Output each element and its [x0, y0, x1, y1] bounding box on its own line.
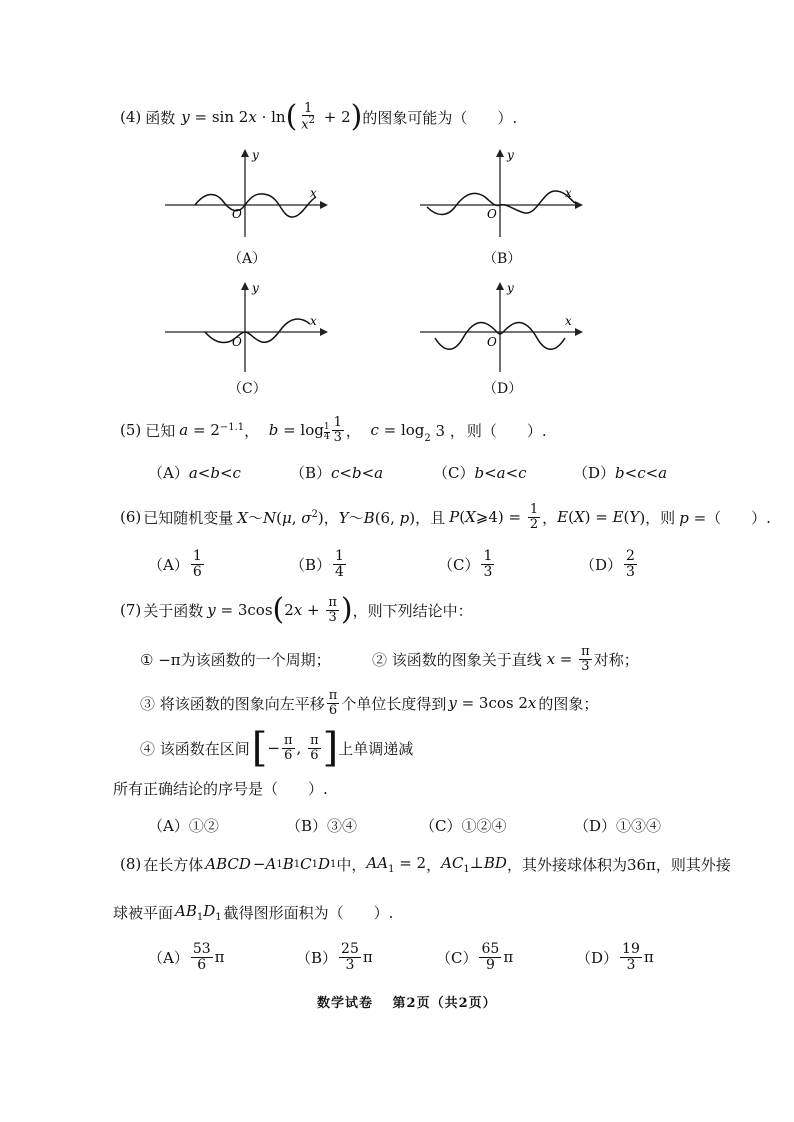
- q7-ask: 所有正确结论的序号是（ ）.: [113, 780, 328, 798]
- graph-d-caption: （D）: [483, 381, 523, 397]
- q8-option-b[interactable]: （B） $\frac{25}{3}$ π: [296, 940, 373, 973]
- q4-number: (4): [120, 108, 142, 126]
- graph-b-caption: （B）: [483, 251, 522, 267]
- q7-option-c[interactable]: （C）①②④: [420, 817, 507, 835]
- q7-formula: y = 3cos ( 2 x + $\frac{\pi}{3}$ ): [207, 592, 353, 627]
- q7-statements-row1: [140, 640, 720, 678]
- q8-options: [148, 935, 708, 979]
- q6-options: [148, 542, 708, 586]
- q6-formula-1: X～N(μ, $\sigma^2$)，Y～B(6, p)，: [237, 508, 431, 527]
- q7-options: [148, 815, 708, 837]
- q6-text-a: 已知随机变量: [143, 508, 234, 527]
- q7-option-b[interactable]: （B）③④: [286, 817, 358, 835]
- q8-option-a[interactable]: （A） $\frac{53}{6}$ π: [148, 940, 225, 973]
- graph-a-y-label: y: [252, 148, 259, 162]
- q5-option-a[interactable]: （A）a<b<c: [148, 464, 241, 482]
- q7-text-b: ，则下列结论中：: [352, 601, 473, 620]
- q6-stem: [120, 498, 771, 536]
- q5-number: (5): [120, 421, 142, 439]
- graph-c-curve: [205, 319, 310, 342]
- graph-c-origin: O: [232, 335, 242, 349]
- page-footer: 数学试卷 第2页（共2页）: [317, 996, 497, 1011]
- graph-b-origin: O: [487, 207, 497, 221]
- q8-line-1: (8) 在长方体 ABCD − A 1 B 1 C 1 D 1 中， $AA_1 = 2$ ， $AC_1\perp BD$ ，其外接球体积为36π，则其外接: [120, 853, 731, 875]
- q6-number: (6): [120, 508, 142, 526]
- q7-statement-3: ③ 将该函数的图象向左平移 $\frac{\pi}{6}$ 个单位长度得到 y = 3cos 2x 的图象；: [140, 687, 599, 718]
- q6-text-b: 且: [430, 508, 446, 527]
- q7-statement-4: ④ 该函数在区间 [ − $\frac{\pi}{6}$ , $\frac{\pi}{6}$ ] 上单调递减: [140, 725, 414, 771]
- q8-line-2: 球被平面 $AB_1D_1$ 截得图形面积为（ ）.: [113, 901, 394, 923]
- graph-d-svg: [415, 280, 590, 375]
- q7-option-d[interactable]: （D）①③④: [574, 817, 662, 835]
- q7-statement-2: ② 该函数的图象关于直线 x = $\frac{\pi}{3}$ 对称；: [372, 643, 639, 674]
- graph-a: [160, 145, 335, 240]
- q7-option-a[interactable]: （A）①②: [148, 817, 219, 835]
- q5-option-b[interactable]: （B）c<b<a: [290, 464, 384, 482]
- q5-option-c[interactable]: （C）b<a<c: [433, 464, 527, 482]
- graph-c-svg: [160, 280, 335, 375]
- q4-stem: [120, 100, 517, 134]
- graph-b-curve: [427, 191, 575, 215]
- graph-c-y-label: y: [252, 281, 259, 295]
- q7-statement-1: ① −π为该函数的一个周期；: [140, 650, 331, 669]
- q4-text-a: 函数: [145, 108, 176, 127]
- graph-a-svg: [160, 145, 335, 240]
- q7-number: (7): [120, 601, 142, 619]
- q5-formula: a = 2 −1.1 ， b = log 1 4 $\frac{1}{3}$ ， c = log $_2$ 3 ，: [179, 414, 465, 445]
- q6-option-b[interactable]: （B） $\frac{1}{4}$: [290, 547, 344, 580]
- graph-c-caption: （C）: [228, 381, 267, 397]
- graph-d: [415, 280, 590, 375]
- graph-d-x-label: x: [565, 314, 572, 328]
- graph-a-caption: （A）: [228, 251, 267, 267]
- q5-stem: [120, 410, 547, 450]
- q7-text-a: 关于函数: [143, 601, 204, 620]
- graph-a-x-label: x: [310, 186, 317, 200]
- q8-option-c[interactable]: （C） $\frac{65}{9}$ π: [436, 940, 514, 973]
- graph-d-y-label: y: [507, 281, 514, 295]
- q6-option-a[interactable]: （A） $\frac{1}{6}$: [148, 547, 202, 580]
- q6-option-d[interactable]: （D） $\frac{2}{3}$: [580, 547, 635, 580]
- q5-options: [148, 462, 708, 484]
- q6-option-c[interactable]: （C） $\frac{1}{3}$: [438, 547, 493, 580]
- graph-c-x-label: x: [310, 314, 317, 328]
- graph-b: [415, 145, 590, 240]
- graph-d-origin: O: [487, 335, 497, 349]
- graph-c: [160, 280, 335, 375]
- graph-b-y-label: y: [507, 148, 514, 162]
- graph-b-svg: [415, 145, 590, 240]
- graph-a-origin: O: [232, 207, 242, 221]
- q5-text-a: 已知: [145, 421, 176, 440]
- q7-stem: [120, 588, 473, 632]
- q5-option-d[interactable]: （D）b<c<a: [573, 464, 668, 482]
- q6-formula-3: p =（ ）.: [679, 508, 771, 527]
- q4-text-b: 的图象可能为（ ）.: [362, 108, 518, 127]
- q6-text-c: 则: [660, 508, 676, 527]
- q4-formula: y = sin 2 x · ln ( $\frac{1}{x^2}$ + 2 ): [181, 98, 363, 134]
- q6-formula-2: P ( X ⩾4) = $\frac{1}{2}$ ， E ( X ) = E ( Y )，: [449, 501, 661, 532]
- q8-number: (8): [120, 855, 142, 873]
- graph-b-x-label: x: [565, 186, 572, 200]
- q5-text-b: 则（ ）.: [466, 421, 547, 440]
- q8-option-d[interactable]: （D） $\frac{19}{3}$ π: [576, 940, 654, 973]
